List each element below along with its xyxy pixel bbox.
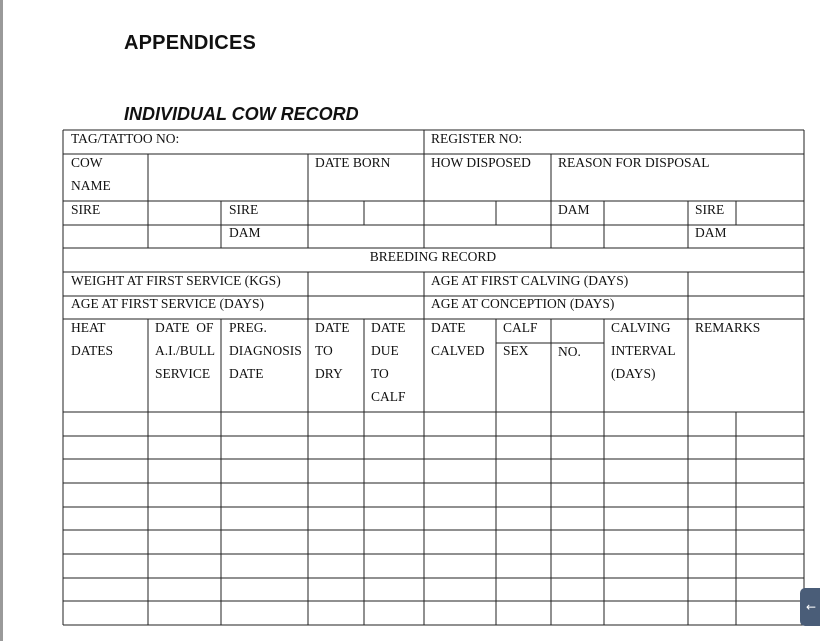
col-calved-label: CALVED — [431, 343, 485, 358]
dam-sire-label: SIRE — [695, 202, 725, 217]
col-days-label: (DAYS) — [611, 366, 656, 381]
dam-label: DAM — [558, 202, 590, 217]
col-calving-label: CALVING — [611, 320, 671, 335]
tag-tattoo-label: TAG/TATTOO NO: — [71, 131, 180, 146]
breeding-record-label: BREEDING RECORD — [369, 249, 497, 264]
reason-disposal-label: REASON FOR DISPOSAL — [558, 155, 710, 170]
weight-first-service-label: WEIGHT AT FIRST SERVICE (KGS) — [71, 273, 281, 288]
col-due-to-label: TO — [371, 366, 389, 381]
col-preg-label: PREG. — [229, 320, 267, 335]
arrow-left-icon: ← — [806, 600, 817, 614]
col-dry-date-label: DATE — [315, 320, 350, 335]
col-heat-label: HEAT — [71, 320, 106, 335]
col-due-calf-label: CALF — [371, 389, 406, 404]
page-heading: APPENDICES — [124, 32, 257, 54]
col-sex-label: SEX — [503, 343, 529, 358]
name-label: NAME — [71, 178, 111, 193]
col-ai-bull-label: A.I./BULL — [155, 343, 215, 358]
sire-dam-label: DAM — [229, 225, 261, 240]
col-date-of-label: DATE OF — [155, 320, 214, 335]
col-to-label: TO — [315, 343, 333, 358]
cow-label: COW — [71, 155, 103, 170]
page-nav-button[interactable] — [800, 588, 820, 626]
register-no-label: REGISTER NO: — [431, 131, 523, 146]
col-no-label: NO. — [558, 344, 581, 359]
how-disposed-label: HOW DISPOSED — [431, 155, 531, 170]
col-dates-label: DATES — [71, 343, 114, 358]
dam-dam-label: DAM — [695, 225, 727, 240]
col-calf-label: CALF — [503, 320, 538, 335]
form-title: INDIVIDUAL COW RECORD — [124, 104, 359, 124]
col-calved-date-label: DATE — [431, 320, 466, 335]
age-first-calving-label: AGE AT FIRST CALVING (DAYS) — [431, 273, 629, 288]
col-interval-label: INTERVAL — [611, 343, 676, 358]
col-remarks-label: REMARKS — [695, 320, 761, 335]
col-service-label: SERVICE — [155, 366, 211, 381]
col-diagnosis-label: DIAGNOSIS — [229, 343, 302, 358]
col-due-label: DUE — [371, 343, 399, 358]
age-first-service-label: AGE AT FIRST SERVICE (DAYS) — [71, 296, 264, 311]
col-dry-label: DRY — [315, 366, 343, 381]
col-due-date-label: DATE — [371, 320, 406, 335]
col-preg-date-label: DATE — [229, 366, 264, 381]
sire-sire-label: SIRE — [229, 202, 259, 217]
date-born-label: DATE BORN — [315, 155, 391, 170]
sire-label: SIRE — [71, 202, 101, 217]
age-conception-label: AGE AT CONCEPTION (DAYS) — [431, 296, 615, 311]
